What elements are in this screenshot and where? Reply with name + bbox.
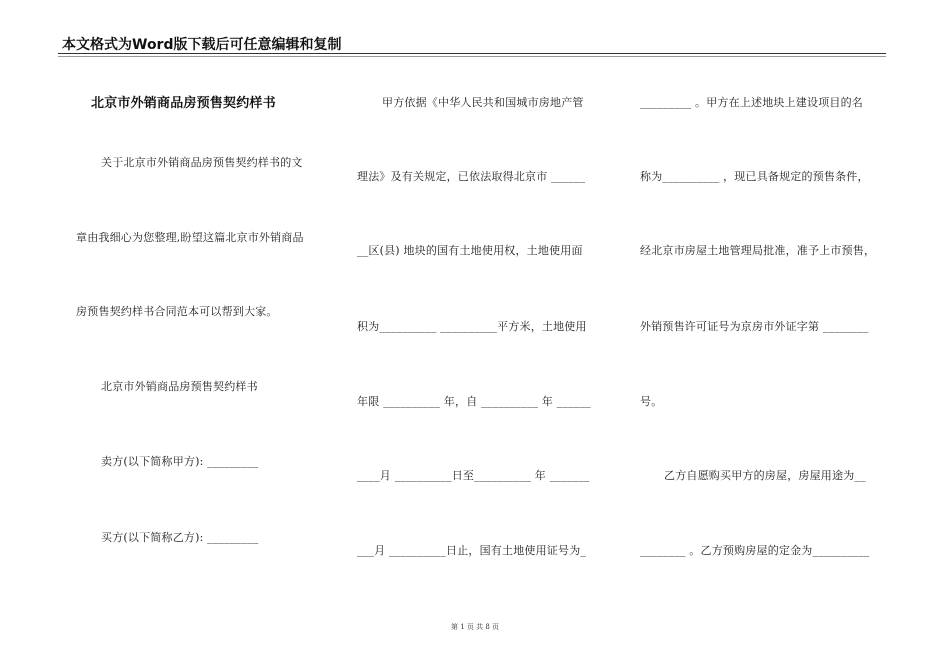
seller-line: 卖方(以下简称甲方): _________	[101, 455, 259, 468]
col3-line-5: 号。	[640, 395, 663, 408]
col3-line-1: _________ 。甲方在上述地块上建设项目的名	[640, 96, 863, 109]
col1-line-2: 章由我细心为您整理,盼望这篇北京市外销商品	[76, 231, 304, 244]
col2-line-7: ___月 __________日止，国有土地使用证号为_	[357, 544, 587, 557]
page-number: 第 1 页 共 8 页	[450, 623, 500, 631]
buyer-line: 买方(以下简称乙方): _________	[101, 531, 259, 544]
col2-line-3: __区(县) 地块的国有土地使用权，土地使用面	[357, 244, 583, 257]
document-title: 北京市外销商品房预售契约样书	[91, 96, 276, 111]
col2-line-4: 积为__________ __________平方米，土地使用	[357, 320, 587, 333]
col1-line-3: 房预售契约样书合同范本可以帮到大家。	[76, 305, 278, 318]
col1-line-4: 北京市外销商品房预售契约样书	[101, 380, 258, 393]
document-header: 本文格式为Word版下载后可任意编辑和复制	[62, 37, 342, 53]
col2-line-1: 甲方依据《中华人民共和国城市房地产管	[382, 96, 584, 109]
col2-line-5: 年限 __________ 年，自 __________ 年 ______	[357, 395, 591, 408]
col3-line-6: 乙方自愿购买甲方的房屋，房屋用途为__	[664, 469, 866, 482]
col3-line-2: 称为__________ ，现已具备规定的预售条件，	[640, 170, 869, 183]
col1-line-1: 关于北京市外销商品房预售契约样书的文	[101, 156, 303, 169]
col3-line-4: 外销预售许可证号为京房市外证字第 ________	[640, 320, 869, 333]
col3-line-3: 经北京市房屋土地管理局批准，准予上市预售，	[640, 244, 876, 257]
col2-line-2: 理法》及有关规定，已依法取得北京市 ______	[357, 170, 586, 183]
header-rule-secondary	[58, 56, 886, 57]
header-rule	[58, 53, 886, 54]
col3-line-7: ________ 。乙方预购房屋的定金为__________	[640, 544, 870, 557]
col2-line-6: ____月 __________日至__________ 年 _______	[357, 469, 590, 482]
